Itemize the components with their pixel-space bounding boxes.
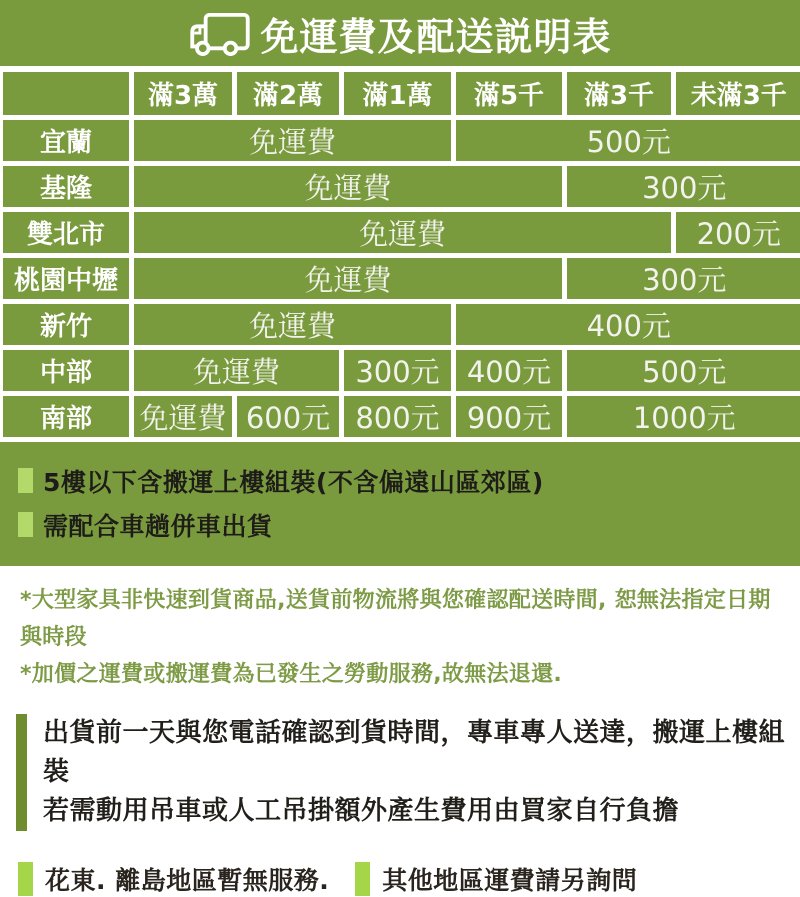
delivery-note	[16, 714, 800, 831]
disclaimer-line: *大型家具非快速到貨商品,送貨前物流將與您確認配送時間, 恕無法指定日期與時段	[20, 582, 790, 657]
table-row	[2, 209, 800, 255]
fee-cell: 300元	[342, 347, 454, 393]
lime-bullet-icon	[355, 862, 370, 896]
lime-bullet-icon	[18, 512, 33, 537]
fee-cell: 免運費	[132, 301, 454, 347]
olive-bar-icon	[16, 714, 27, 831]
column-header: 滿1萬	[342, 69, 454, 117]
fee-cell: 600元	[235, 393, 342, 439]
row-label: 雙北市	[2, 209, 132, 255]
fee-cell: 300元	[565, 255, 800, 301]
table-header-row	[2, 69, 800, 117]
table-header	[2, 69, 800, 117]
delivery-note-line2: 若需動用吊車或人工吊掛額外產生費用由買家自行負擔	[43, 792, 800, 831]
table-row	[2, 393, 800, 439]
fee-cell: 300元	[565, 163, 800, 209]
footer-note	[355, 861, 637, 897]
fee-cell: 免運費	[132, 255, 565, 301]
olive-note-text: 需配合車趟併車出貨	[43, 507, 273, 543]
truck-icon	[188, 12, 252, 56]
lime-bullet-icon	[18, 862, 33, 896]
column-header: 滿5千	[454, 69, 565, 117]
column-header: 滿3萬	[132, 69, 235, 117]
table-body	[2, 117, 800, 439]
table-row	[2, 301, 800, 347]
olive-notes-section	[0, 442, 800, 566]
fee-cell: 500元	[454, 117, 800, 163]
lime-bullet-icon	[18, 468, 33, 493]
fee-cell: 900元	[454, 393, 565, 439]
olive-note	[18, 463, 800, 499]
table-row	[2, 255, 800, 301]
corner-cell	[2, 69, 132, 117]
footer-notes-section	[18, 861, 800, 897]
row-label: 桃園中壢	[2, 255, 132, 301]
disclaimer-line: *加價之運費或搬運費為已發生之勞動服務,故無法退還.	[20, 656, 790, 693]
fee-cell: 800元	[342, 393, 454, 439]
fee-cell: 400元	[454, 347, 565, 393]
row-label: 中部	[2, 347, 132, 393]
fee-cell: 200元	[674, 209, 800, 255]
fee-cell: 400元	[454, 301, 800, 347]
fee-cell: 免運費	[132, 393, 235, 439]
disclaimers-section	[0, 566, 800, 694]
fee-cell: 免運費	[132, 163, 565, 209]
column-header: 滿3千	[565, 69, 674, 117]
olive-note-text: 5樓以下含搬運上樓組裝(不含偏遠山區郊區)	[43, 463, 544, 499]
fee-cell: 免運費	[132, 209, 674, 255]
row-label: 宜蘭	[2, 117, 132, 163]
delivery-note-line1: 出貨前一天與您電話確認到貨時間，專車專人送達，搬運上樓組裝	[43, 714, 800, 792]
footer-note	[18, 861, 329, 897]
row-label: 新竹	[2, 301, 132, 347]
row-label: 南部	[2, 393, 132, 439]
table-row	[2, 163, 800, 209]
table-row	[2, 117, 800, 163]
page-title: 免運費及配送説明表	[260, 6, 611, 61]
column-header: 未滿3千	[674, 69, 800, 117]
fee-cell: 免運費	[132, 347, 342, 393]
footer-note-text: 花東. 離島地區暫無服務.	[45, 861, 329, 897]
footer-note-text: 其他地區運費請另詢問	[382, 861, 637, 897]
row-label: 基隆	[2, 163, 132, 209]
fee-cell: 1000元	[565, 393, 800, 439]
olive-note	[18, 507, 800, 543]
shipping-fee-table	[0, 66, 800, 442]
table-row	[2, 347, 800, 393]
column-header: 滿2萬	[235, 69, 342, 117]
fee-cell: 免運費	[132, 117, 454, 163]
title-banner	[0, 0, 800, 66]
fee-cell: 500元	[565, 347, 800, 393]
